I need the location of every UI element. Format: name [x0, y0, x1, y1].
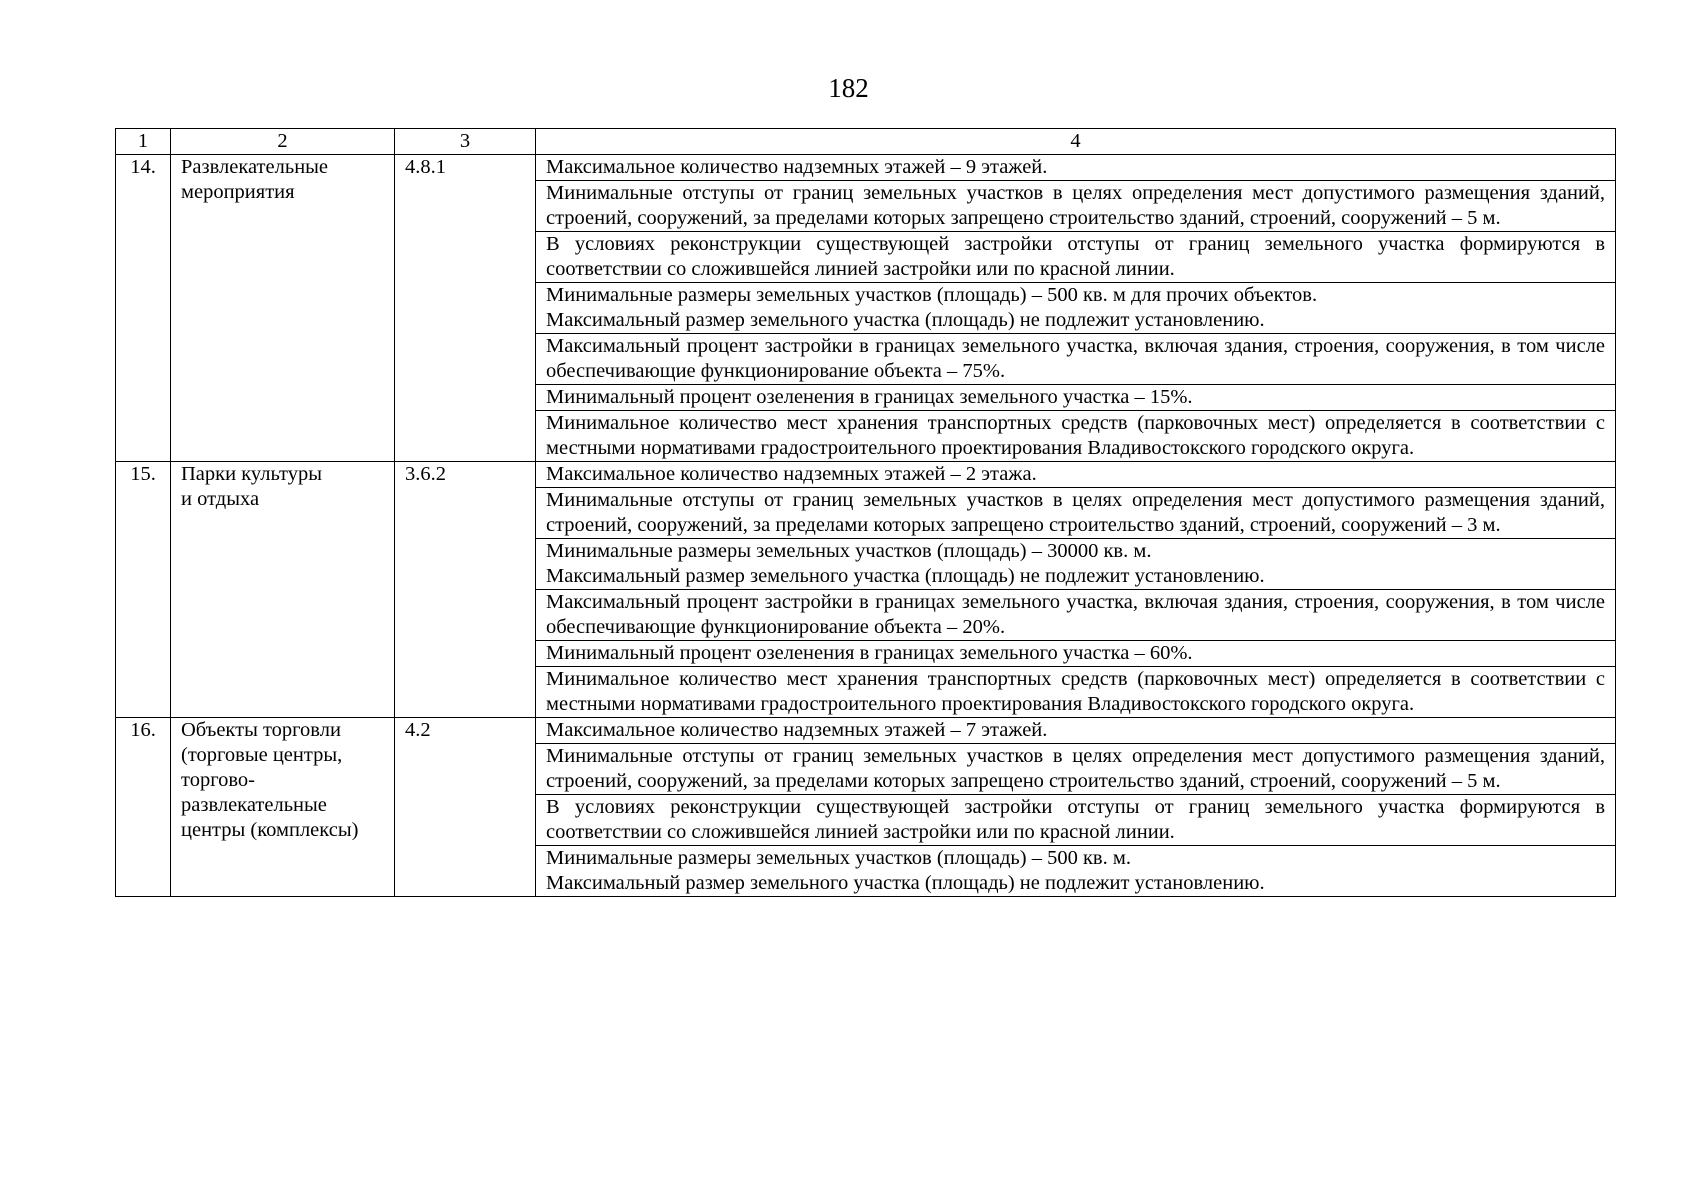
row-number-cell: 15.	[116, 462, 171, 718]
use-name-line: развлекательные	[181, 794, 327, 816]
parameter-cell	[536, 155, 1616, 181]
parameter-cell	[536, 744, 1616, 795]
parameter-text: В условиях реконструкции существующей застройки отступы от границ земельного участка формируются в соответствии со сложившейся линией застройки или по красной линии.	[546, 233, 1605, 280]
header-row	[116, 129, 1616, 155]
parameter-text: Максимальный процент застройки в границах земельного участка, включая здания, строения, сооружения, в том числе обеспечивающие функционирование объекта – 75%.	[546, 335, 1605, 382]
parameter-text: Максимальный процент застройки в границах земельного участка, включая здания, строения, сооружения, в том числе обеспечивающие функционирование объекта – 20%.	[546, 591, 1605, 638]
parameter-text: Минимальные отступы от границ земельных участков в целях определения мест допустимого размещения зданий, строений, сооружений, за пределами которых запрещено строительство зданий, строений, сооружений – 5 м.	[546, 745, 1605, 792]
use-name-line: Парки культуры	[181, 463, 322, 485]
use-code-cell: 4.2	[395, 718, 536, 897]
table-row	[116, 155, 1616, 181]
use-name-cell	[171, 155, 395, 462]
parameter-cell	[536, 232, 1616, 283]
header-cell-1: 1	[116, 129, 171, 155]
row-number-cell: 16.	[116, 718, 171, 897]
header-cell-4: 4	[536, 129, 1616, 155]
parameter-text: Максимальный размер земельного участка (площадь) не подлежит установлению.	[546, 872, 1265, 894]
parameter-text: Минимальные отступы от границ земельных участков в целях определения мест допустимого размещения зданий, строений, сооружений, за пределами которых запрещено строительство зданий, строений, сооружений – 3 м.	[546, 489, 1605, 536]
use-name-line: Развлекательные	[181, 156, 329, 178]
regulations-table	[115, 128, 1616, 897]
use-name-line: торгово-	[181, 769, 255, 791]
parameter-cell	[536, 846, 1616, 897]
parameter-cell	[536, 590, 1616, 641]
parameter-text: Минимальные размеры земельных участков (площадь) – 500 кв. м для прочих объектов.	[546, 284, 1318, 306]
parameter-cell	[536, 539, 1616, 590]
parameter-cell	[536, 181, 1616, 232]
parameter-text: Максимальный размер земельного участка (площадь) не подлежит установлению.	[546, 565, 1265, 587]
header-cell-3: 3	[395, 129, 536, 155]
use-name-line: центры (комплексы)	[181, 819, 359, 841]
parameter-text: В условиях реконструкции существующей застройки отступы от границ земельного участка формируются в соответствии со сложившейся линией застройки или по красной линии.	[546, 796, 1605, 843]
use-name-line: Объекты торговли	[181, 719, 341, 741]
parameter-cell	[536, 667, 1616, 718]
use-name-line: мероприятия	[181, 181, 295, 203]
parameter-text: Минимальные отступы от границ земельных участков в целях определения мест допустимого размещения зданий, строений, сооружений, за пределами которых запрещено строительство зданий, строений, сооружений – 5 м.	[546, 182, 1605, 229]
parameter-text: Минимальный процент озеленения в границах земельного участка – 15%.	[546, 386, 1193, 408]
parameter-cell	[536, 283, 1616, 334]
parameter-text: Максимальное количество надземных этажей – 9 этажей.	[546, 156, 1048, 178]
parameter-cell	[536, 411, 1616, 462]
page-number: 182	[828, 73, 869, 103]
parameter-cell	[536, 488, 1616, 539]
use-name-cell	[171, 462, 395, 718]
parameter-cell	[536, 718, 1616, 744]
table-row	[116, 462, 1616, 488]
parameter-cell	[536, 462, 1616, 488]
parameter-cell	[536, 334, 1616, 385]
use-name-line: (торговые центры,	[181, 744, 343, 766]
parameter-cell	[536, 795, 1616, 846]
parameter-text: Максимальный размер земельного участка (площадь) не подлежит установлению.	[546, 309, 1265, 331]
header-cell-2: 2	[171, 129, 395, 155]
use-name-line: и отдыха	[181, 488, 260, 510]
parameter-text: Минимальные размеры земельных участков (площадь) – 500 кв. м.	[546, 847, 1131, 869]
table-row	[116, 718, 1616, 744]
parameter-cell	[536, 385, 1616, 411]
use-code-cell: 3.6.2	[395, 462, 536, 718]
parameter-text: Минимальный процент озеленения в границах земельного участка – 60%.	[546, 642, 1193, 664]
parameter-text: Максимальное количество надземных этажей – 2 этажа.	[546, 463, 1037, 485]
parameter-text: Минимальное количество мест хранения транспортных средств (парковочных мест) определяется в соответствии с местными нормативами градостроительного проектирования Владивостокского городского округа.	[546, 412, 1605, 459]
parameter-text: Минимальные размеры земельных участков (площадь) – 30000 кв. м.	[546, 540, 1152, 562]
use-name-cell	[171, 718, 395, 897]
use-code-cell: 4.8.1	[395, 155, 536, 462]
parameter-cell	[536, 641, 1616, 667]
parameter-text: Максимальное количество надземных этажей – 7 этажей.	[546, 719, 1048, 741]
parameter-text: Минимальное количество мест хранения транспортных средств (парковочных мест) определяется в соответствии с местными нормативами градостроительного проектирования Владивостокского городского округа.	[546, 668, 1605, 715]
row-number-cell: 14.	[116, 155, 171, 462]
table-body	[116, 129, 1616, 897]
